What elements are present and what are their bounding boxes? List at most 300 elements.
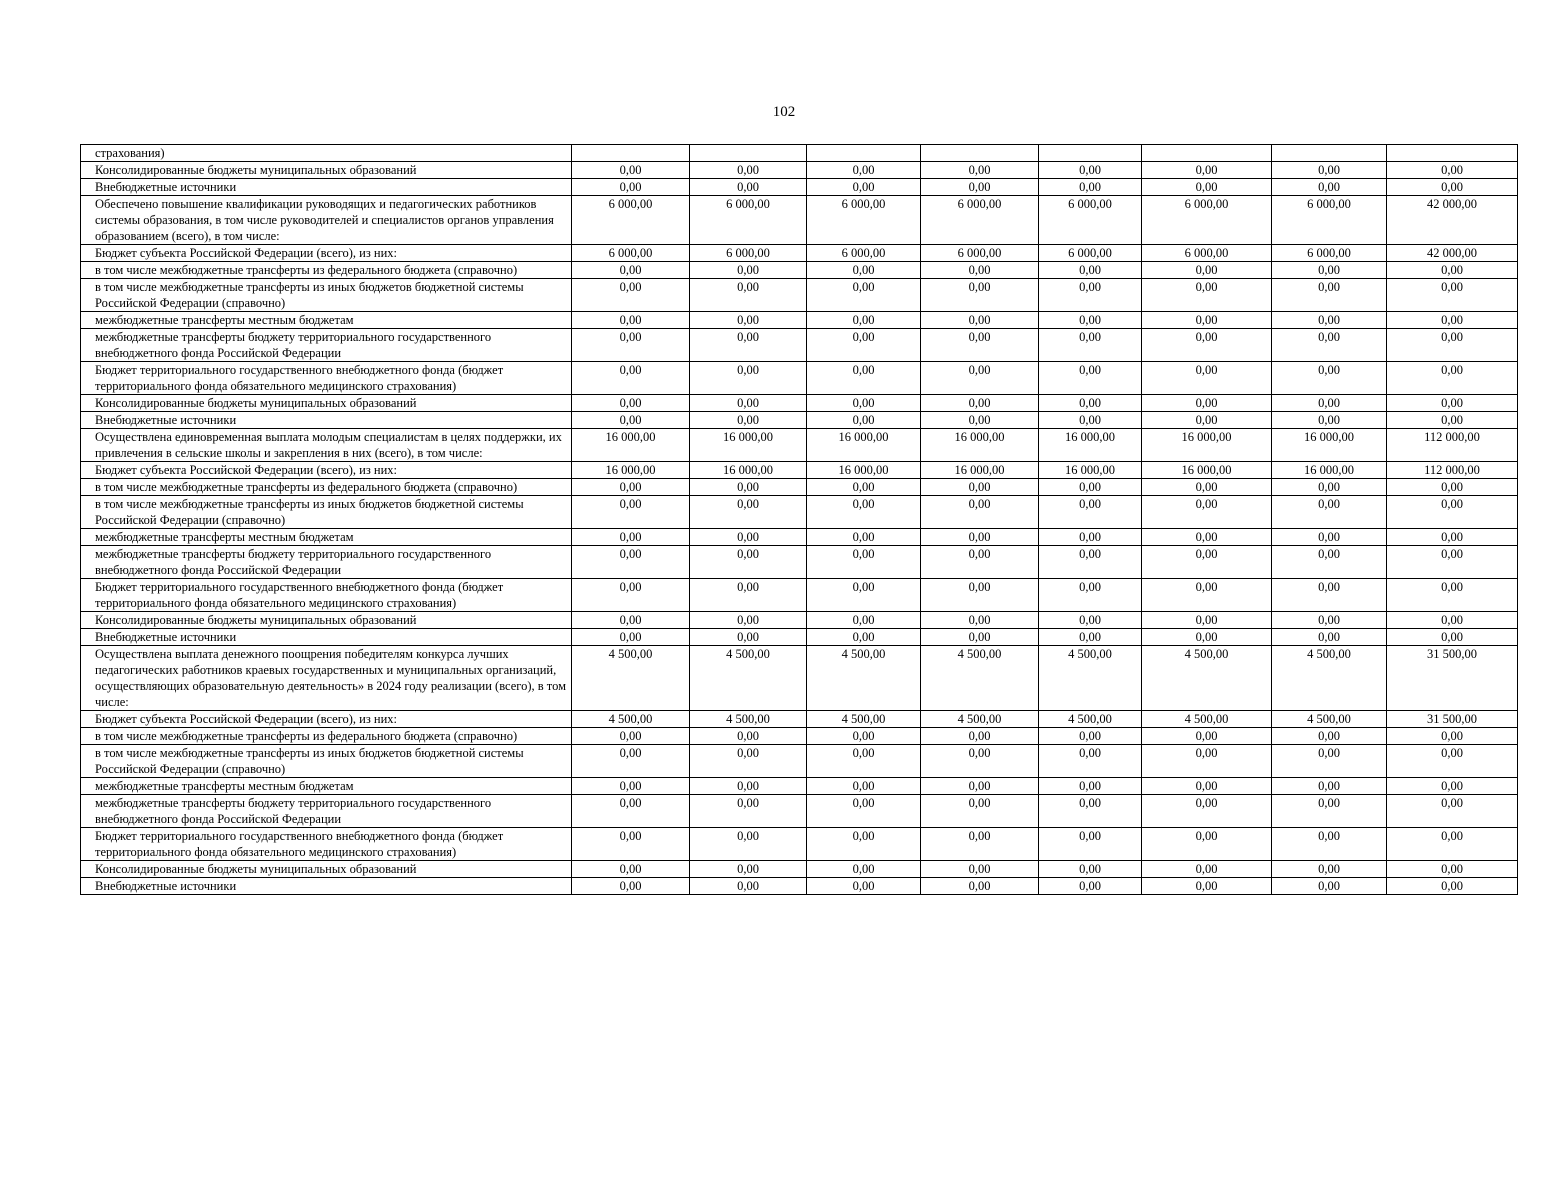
row-value-cell: 0,00 [1272,179,1387,196]
row-label: межбюджетные трансферты местным бюджетам [81,312,572,329]
row-label: Внебюджетные источники [81,629,572,646]
row-value-cell: 0,00 [921,795,1039,828]
row-total-cell: 0,00 [1387,546,1518,579]
row-value-cell: 16 000,00 [690,462,807,479]
row-value-cell: 16 000,00 [690,429,807,462]
row-value-cell: 0,00 [807,878,921,895]
row-value-cell: 6 000,00 [1272,196,1387,245]
row-value-cell: 0,00 [921,312,1039,329]
row-value-cell: 0,00 [572,612,690,629]
row-value-cell: 0,00 [1272,728,1387,745]
row-value-cell: 6 000,00 [1142,245,1272,262]
row-value-cell: 0,00 [572,529,690,546]
row-value-cell: 0,00 [807,496,921,529]
row-value-cell: 16 000,00 [572,429,690,462]
row-label: Обеспечено повышение квалификации руководящих и педагогических работников системы образования, в том числе руководителей и специалистов органов управления образованием (всего), в том числе: [81,196,572,245]
row-value-cell [572,145,690,162]
row-value-cell: 0,00 [921,745,1039,778]
row-value-cell: 0,00 [1142,546,1272,579]
row-value-cell: 0,00 [1272,262,1387,279]
row-value-cell: 0,00 [1039,496,1142,529]
row-value-cell: 0,00 [1039,612,1142,629]
table-row [81,496,1518,529]
row-value-cell: 6 000,00 [921,245,1039,262]
row-label: межбюджетные трансферты бюджету территориального государственного внебюджетного фонда Российской Федерации [81,329,572,362]
row-total-cell: 0,00 [1387,279,1518,312]
row-value-cell: 0,00 [572,778,690,795]
row-value-cell [1039,145,1142,162]
table-row [81,196,1518,245]
row-total-cell: 0,00 [1387,529,1518,546]
row-value-cell: 0,00 [572,329,690,362]
row-label: межбюджетные трансферты бюджету территориального государственного внебюджетного фонда Российской Федерации [81,546,572,579]
row-value-cell: 0,00 [1272,546,1387,579]
budget-table [80,144,1518,895]
row-value-cell: 0,00 [1039,828,1142,861]
row-total-cell: 0,00 [1387,179,1518,196]
row-value-cell: 0,00 [1039,412,1142,429]
row-value-cell: 0,00 [572,479,690,496]
row-value-cell: 0,00 [921,878,1039,895]
row-label: в том числе межбюджетные трансферты из федерального бюджета (справочно) [81,479,572,496]
row-value-cell: 0,00 [1272,362,1387,395]
row-value-cell: 0,00 [921,262,1039,279]
table-row [81,646,1518,711]
row-label: в том числе межбюджетные трансферты из федерального бюджета (справочно) [81,262,572,279]
row-value-cell: 16 000,00 [1039,429,1142,462]
row-label: межбюджетные трансферты местным бюджетам [81,778,572,795]
row-value-cell: 0,00 [1039,546,1142,579]
table-row [81,329,1518,362]
row-label: межбюджетные трансферты местным бюджетам [81,529,572,546]
row-value-cell: 0,00 [572,279,690,312]
row-value-cell: 0,00 [1142,878,1272,895]
table-row [81,778,1518,795]
row-value-cell: 0,00 [1142,778,1272,795]
row-total-cell: 31 500,00 [1387,711,1518,728]
row-value-cell: 0,00 [807,612,921,629]
row-value-cell: 0,00 [690,728,807,745]
row-value-cell: 0,00 [1142,312,1272,329]
row-value-cell: 0,00 [1272,412,1387,429]
row-value-cell: 0,00 [807,546,921,579]
table-row [81,262,1518,279]
row-value-cell: 0,00 [921,612,1039,629]
row-value-cell: 0,00 [1142,795,1272,828]
row-value-cell: 0,00 [690,262,807,279]
row-label: Бюджет субъекта Российской Федерации (всего), из них: [81,245,572,262]
row-value-cell: 0,00 [921,728,1039,745]
row-value-cell: 0,00 [1272,395,1387,412]
row-value-cell: 0,00 [1142,395,1272,412]
row-value-cell: 4 500,00 [1272,711,1387,728]
row-value-cell: 0,00 [1272,828,1387,861]
row-label: Внебюджетные источники [81,878,572,895]
row-total-cell: 0,00 [1387,745,1518,778]
table-row [81,861,1518,878]
row-total-cell: 0,00 [1387,312,1518,329]
row-total-cell: 31 500,00 [1387,646,1518,711]
row-label: Осуществлена единовременная выплата молодым специалистам в целях поддержки, их привлечения в сельские школы и закрепления в них (всего), в том числе: [81,429,572,462]
row-total-cell: 0,00 [1387,496,1518,529]
row-value-cell [921,145,1039,162]
row-value-cell: 0,00 [690,529,807,546]
row-value-cell: 0,00 [1142,262,1272,279]
row-value-cell: 0,00 [572,828,690,861]
table-row [81,312,1518,329]
table-row [81,828,1518,861]
row-value-cell: 0,00 [1272,496,1387,529]
row-value-cell: 6 000,00 [690,196,807,245]
row-label: Осуществлена выплата денежного поощрения победителям конкурса лучших педагогических работников краевых государственных и муниципальных организаций, осуществляющих образовательную деятельность» в 2024 году реализации (всего), в том числе: [81,646,572,711]
row-value-cell: 0,00 [807,362,921,395]
row-total-cell: 42 000,00 [1387,196,1518,245]
row-value-cell: 0,00 [1142,579,1272,612]
table-row [81,745,1518,778]
row-total-cell: 0,00 [1387,412,1518,429]
row-value-cell: 0,00 [807,795,921,828]
row-value-cell: 4 500,00 [572,711,690,728]
row-value-cell: 0,00 [572,395,690,412]
row-value-cell: 0,00 [921,579,1039,612]
row-value-cell: 0,00 [572,179,690,196]
row-value-cell: 0,00 [921,496,1039,529]
row-label: межбюджетные трансферты бюджету территориального государственного внебюджетного фонда Российской Федерации [81,795,572,828]
row-value-cell: 0,00 [690,795,807,828]
row-value-cell: 0,00 [1272,162,1387,179]
row-value-cell: 0,00 [690,479,807,496]
table-row [81,145,1518,162]
row-value-cell: 0,00 [1142,329,1272,362]
row-total-cell: 0,00 [1387,795,1518,828]
row-value-cell: 0,00 [572,861,690,878]
row-value-cell: 0,00 [572,745,690,778]
row-value-cell: 0,00 [1039,279,1142,312]
row-total-cell: 0,00 [1387,861,1518,878]
row-value-cell: 16 000,00 [1142,429,1272,462]
row-label: Внебюджетные источники [81,412,572,429]
row-value-cell: 0,00 [690,412,807,429]
row-value-cell: 0,00 [690,362,807,395]
row-value-cell: 0,00 [1142,612,1272,629]
row-total-cell: 0,00 [1387,362,1518,395]
row-value-cell: 0,00 [1272,579,1387,612]
row-value-cell: 0,00 [690,612,807,629]
row-total-cell [1387,145,1518,162]
row-value-cell: 0,00 [1272,861,1387,878]
row-value-cell: 0,00 [690,828,807,861]
row-label: страхования) [81,145,572,162]
row-total-cell: 42 000,00 [1387,245,1518,262]
table-row [81,429,1518,462]
row-value-cell: 0,00 [1039,162,1142,179]
row-value-cell: 4 500,00 [690,711,807,728]
row-value-cell: 0,00 [690,279,807,312]
row-label: в том числе межбюджетные трансферты из иных бюджетов бюджетной системы Российской Федерации (справочно) [81,279,572,312]
row-value-cell: 0,00 [807,412,921,429]
table-row [81,179,1518,196]
row-label: Консолидированные бюджеты муниципальных образований [81,395,572,412]
row-value-cell: 0,00 [572,728,690,745]
row-value-cell: 0,00 [807,579,921,612]
row-total-cell: 0,00 [1387,395,1518,412]
row-value-cell: 0,00 [572,496,690,529]
row-value-cell: 0,00 [1272,795,1387,828]
row-value-cell: 16 000,00 [921,429,1039,462]
row-value-cell: 0,00 [807,162,921,179]
row-value-cell: 0,00 [807,728,921,745]
row-value-cell: 0,00 [921,279,1039,312]
row-value-cell: 0,00 [572,312,690,329]
row-value-cell: 0,00 [1039,878,1142,895]
row-value-cell: 0,00 [690,778,807,795]
row-value-cell: 0,00 [1039,778,1142,795]
row-value-cell: 0,00 [1272,612,1387,629]
row-value-cell: 6 000,00 [572,196,690,245]
table-row [81,245,1518,262]
row-total-cell: 0,00 [1387,878,1518,895]
row-total-cell: 0,00 [1387,162,1518,179]
table-row [81,462,1518,479]
row-value-cell: 0,00 [1142,279,1272,312]
row-value-cell: 4 500,00 [1039,646,1142,711]
row-value-cell: 0,00 [807,312,921,329]
row-value-cell: 6 000,00 [921,196,1039,245]
row-value-cell: 0,00 [572,878,690,895]
row-label: Консолидированные бюджеты муниципальных образований [81,612,572,629]
row-value-cell: 0,00 [1272,629,1387,646]
row-value-cell: 0,00 [921,479,1039,496]
row-value-cell: 0,00 [1039,479,1142,496]
row-value-cell: 0,00 [572,412,690,429]
table-row [81,546,1518,579]
row-value-cell: 4 500,00 [690,646,807,711]
row-value-cell: 0,00 [1039,262,1142,279]
table-row [81,795,1518,828]
row-value-cell: 0,00 [807,262,921,279]
row-value-cell: 0,00 [572,162,690,179]
row-total-cell: 0,00 [1387,828,1518,861]
row-value-cell: 0,00 [807,479,921,496]
row-value-cell: 0,00 [807,745,921,778]
row-value-cell: 0,00 [1272,878,1387,895]
row-value-cell: 0,00 [1039,728,1142,745]
row-value-cell: 0,00 [1039,312,1142,329]
row-value-cell: 0,00 [807,828,921,861]
row-value-cell: 0,00 [690,496,807,529]
row-value-cell: 4 500,00 [807,646,921,711]
row-value-cell [690,145,807,162]
row-value-cell: 0,00 [921,162,1039,179]
row-value-cell: 16 000,00 [921,462,1039,479]
row-value-cell: 0,00 [690,179,807,196]
table-row [81,279,1518,312]
row-value-cell: 0,00 [1039,629,1142,646]
table-row [81,629,1518,646]
row-total-cell: 0,00 [1387,262,1518,279]
table-row [81,479,1518,496]
row-value-cell [807,145,921,162]
row-label: в том числе межбюджетные трансферты из федерального бюджета (справочно) [81,728,572,745]
row-value-cell: 6 000,00 [807,196,921,245]
row-value-cell: 0,00 [1272,312,1387,329]
table-row [81,412,1518,429]
row-value-cell: 0,00 [1142,828,1272,861]
row-label: Бюджет территориального государственного внебюджетного фонда (бюджет территориального фонда обязательного медицинского страхования) [81,579,572,612]
row-label: в том числе межбюджетные трансферты из иных бюджетов бюджетной системы Российской Федерации (справочно) [81,496,572,529]
row-value-cell: 0,00 [807,629,921,646]
row-value-cell: 16 000,00 [1039,462,1142,479]
row-total-cell: 112 000,00 [1387,429,1518,462]
row-value-cell: 4 500,00 [1039,711,1142,728]
table-row [81,162,1518,179]
table-row [81,878,1518,895]
row-value-cell: 4 500,00 [921,711,1039,728]
row-value-cell: 0,00 [807,395,921,412]
row-value-cell: 0,00 [1142,745,1272,778]
row-value-cell: 0,00 [1272,745,1387,778]
row-value-cell: 16 000,00 [807,462,921,479]
row-value-cell: 0,00 [921,828,1039,861]
row-value-cell: 0,00 [807,529,921,546]
row-value-cell: 0,00 [690,878,807,895]
row-label: Бюджет территориального государственного внебюджетного фонда (бюджет территориального фонда обязательного медицинского страхования) [81,828,572,861]
row-value-cell: 0,00 [572,795,690,828]
row-value-cell: 0,00 [1142,362,1272,395]
row-value-cell: 0,00 [921,629,1039,646]
table-row [81,529,1518,546]
table-row [81,612,1518,629]
table-row [81,711,1518,728]
row-value-cell: 0,00 [921,546,1039,579]
row-value-cell: 6 000,00 [1039,245,1142,262]
row-value-cell: 0,00 [807,861,921,878]
row-value-cell: 16 000,00 [572,462,690,479]
row-total-cell: 0,00 [1387,728,1518,745]
row-value-cell [1142,145,1272,162]
row-value-cell: 0,00 [921,395,1039,412]
row-total-cell: 112 000,00 [1387,462,1518,479]
row-value-cell: 6 000,00 [572,245,690,262]
row-value-cell: 0,00 [921,529,1039,546]
row-value-cell: 6 000,00 [1142,196,1272,245]
row-value-cell: 0,00 [807,279,921,312]
row-value-cell: 0,00 [1142,629,1272,646]
row-value-cell: 0,00 [921,861,1039,878]
row-value-cell: 0,00 [1142,179,1272,196]
row-value-cell: 0,00 [921,179,1039,196]
row-value-cell: 0,00 [572,629,690,646]
row-total-cell: 0,00 [1387,778,1518,795]
row-value-cell: 0,00 [690,329,807,362]
row-label: Бюджет субъекта Российской Федерации (всего), из них: [81,711,572,728]
row-value-cell: 16 000,00 [1142,462,1272,479]
row-value-cell: 0,00 [1272,529,1387,546]
row-label: Консолидированные бюджеты муниципальных образований [81,162,572,179]
row-value-cell: 0,00 [1272,279,1387,312]
table-row [81,395,1518,412]
row-value-cell: 16 000,00 [1272,462,1387,479]
row-label: в том числе межбюджетные трансферты из иных бюджетов бюджетной системы Российской Федерации (справочно) [81,745,572,778]
row-value-cell: 0,00 [572,546,690,579]
row-value-cell: 0,00 [690,629,807,646]
row-total-cell: 0,00 [1387,612,1518,629]
row-value-cell: 0,00 [572,579,690,612]
row-value-cell: 0,00 [921,329,1039,362]
row-label: Внебюджетные источники [81,179,572,196]
row-value-cell [1272,145,1387,162]
row-value-cell: 0,00 [1039,179,1142,196]
row-value-cell: 0,00 [1039,395,1142,412]
row-value-cell: 6 000,00 [690,245,807,262]
row-value-cell: 0,00 [1142,529,1272,546]
row-value-cell: 0,00 [1272,329,1387,362]
row-value-cell: 0,00 [1142,496,1272,529]
row-value-cell: 0,00 [1142,162,1272,179]
row-value-cell: 4 500,00 [1272,646,1387,711]
row-value-cell: 0,00 [1039,529,1142,546]
row-value-cell: 0,00 [1039,362,1142,395]
row-value-cell: 0,00 [1142,861,1272,878]
row-value-cell: 16 000,00 [1272,429,1387,462]
row-value-cell: 0,00 [572,262,690,279]
row-value-cell: 0,00 [1039,579,1142,612]
row-value-cell: 0,00 [1039,745,1142,778]
row-label: Бюджет территориального государственного внебюджетного фонда (бюджет территориального фонда обязательного медицинского страхования) [81,362,572,395]
row-value-cell: 4 500,00 [1142,646,1272,711]
row-value-cell: 0,00 [1142,728,1272,745]
row-value-cell: 0,00 [690,395,807,412]
row-value-cell: 6 000,00 [1272,245,1387,262]
row-value-cell: 0,00 [921,778,1039,795]
row-value-cell: 0,00 [807,329,921,362]
row-value-cell: 0,00 [1142,412,1272,429]
row-value-cell: 0,00 [1039,861,1142,878]
row-value-cell: 6 000,00 [1039,196,1142,245]
row-value-cell: 0,00 [572,362,690,395]
page-number: 102 [772,104,796,120]
row-value-cell: 0,00 [1142,479,1272,496]
row-value-cell: 0,00 [690,546,807,579]
row-total-cell: 0,00 [1387,329,1518,362]
row-value-cell: 0,00 [690,312,807,329]
row-value-cell: 0,00 [1272,778,1387,795]
row-value-cell: 0,00 [921,362,1039,395]
row-value-cell: 0,00 [690,579,807,612]
table-row [81,362,1518,395]
row-value-cell: 0,00 [1272,479,1387,496]
row-value-cell: 0,00 [921,412,1039,429]
row-value-cell: 0,00 [690,861,807,878]
row-label: Консолидированные бюджеты муниципальных образований [81,861,572,878]
row-value-cell: 0,00 [690,162,807,179]
table-row [81,579,1518,612]
row-total-cell: 0,00 [1387,579,1518,612]
row-value-cell: 0,00 [690,745,807,778]
row-total-cell: 0,00 [1387,629,1518,646]
row-value-cell: 4 500,00 [921,646,1039,711]
row-label: Бюджет субъекта Российской Федерации (всего), из них: [81,462,572,479]
row-value-cell: 4 500,00 [1142,711,1272,728]
row-value-cell: 0,00 [1039,795,1142,828]
table-row [81,728,1518,745]
row-value-cell: 0,00 [807,179,921,196]
row-value-cell: 4 500,00 [807,711,921,728]
row-value-cell: 0,00 [1039,329,1142,362]
row-value-cell: 4 500,00 [572,646,690,711]
row-value-cell: 0,00 [807,778,921,795]
row-total-cell: 0,00 [1387,479,1518,496]
